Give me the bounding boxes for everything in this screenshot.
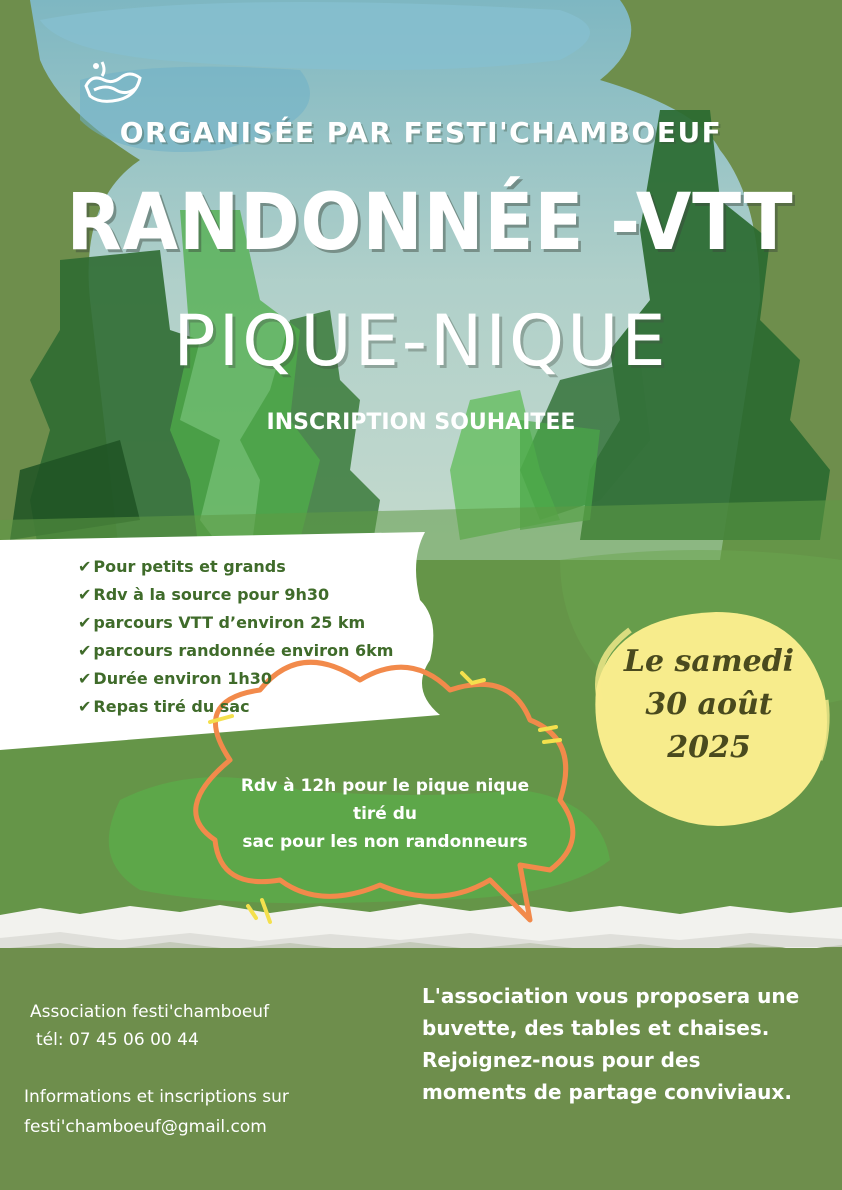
feature-item — [78, 584, 393, 612]
feature-item-label: Rdv à la source pour 9h30 — [93, 585, 330, 604]
date-day: Le samedi — [623, 644, 795, 679]
association-phone: tél: 07 45 06 00 44 — [36, 1030, 199, 1050]
check-icon: ✔ — [78, 557, 92, 576]
feature-item — [78, 640, 393, 668]
event-subtitle: PIQUE-NIQUE — [173, 300, 669, 382]
event-date — [604, 640, 814, 769]
inscription-notice: INSCRIPTION SOUHAITEE — [266, 410, 576, 435]
offer-line-3: Rejoignez-nous pour des — [422, 1048, 701, 1072]
offer-line-4: moments de partage conviviaux. — [422, 1080, 792, 1104]
organiser-heading: ORGANISÉE PAR FESTI'CHAMBOEUF — [119, 116, 723, 149]
features-list — [78, 556, 393, 724]
registration-info — [24, 1082, 289, 1142]
picnic-line-2: tiré du — [352, 804, 418, 824]
registration-email: festi'chamboeuf@gmail.com — [24, 1117, 267, 1137]
date-day-month: 30 août — [645, 687, 773, 722]
picnic-line-1: Rdv à 12h pour le pique nique — [240, 776, 530, 796]
festi-chamboeuf-logo-icon — [82, 56, 146, 108]
feature-item-label: Repas tiré du sac — [93, 697, 250, 716]
offer-line-1: L'association vous proposera une — [422, 984, 800, 1008]
picnic-line-3: sac pour les non randonneurs — [242, 832, 528, 852]
association-offer — [422, 980, 832, 1108]
feature-item-label: parcours randonnée environ 6km — [93, 641, 394, 660]
feature-item — [78, 612, 393, 640]
check-icon: ✔ — [78, 697, 92, 716]
feature-item — [78, 668, 393, 696]
offer-line-2: buvette, des tables et chaises. — [422, 1016, 770, 1040]
feature-item-label: parcours VTT d’environ 25 km — [93, 613, 366, 632]
feature-item — [78, 556, 393, 584]
check-icon: ✔ — [78, 585, 92, 604]
date-year: 2025 — [667, 730, 751, 765]
feature-item-label: Durée environ 1h30 — [93, 669, 273, 688]
check-icon: ✔ — [78, 613, 92, 632]
feature-item — [78, 696, 393, 724]
event-title: RANDONNÉE -VTT — [66, 178, 794, 268]
registration-label: Informations et inscriptions sur — [24, 1087, 289, 1107]
check-icon: ✔ — [78, 669, 92, 688]
association-contact — [30, 998, 269, 1054]
check-icon: ✔ — [78, 641, 92, 660]
picnic-rendezvous-text — [200, 772, 570, 856]
feature-item-label: Pour petits et grands — [93, 557, 286, 576]
association-name: Association festi'chamboeuf — [30, 1002, 270, 1022]
